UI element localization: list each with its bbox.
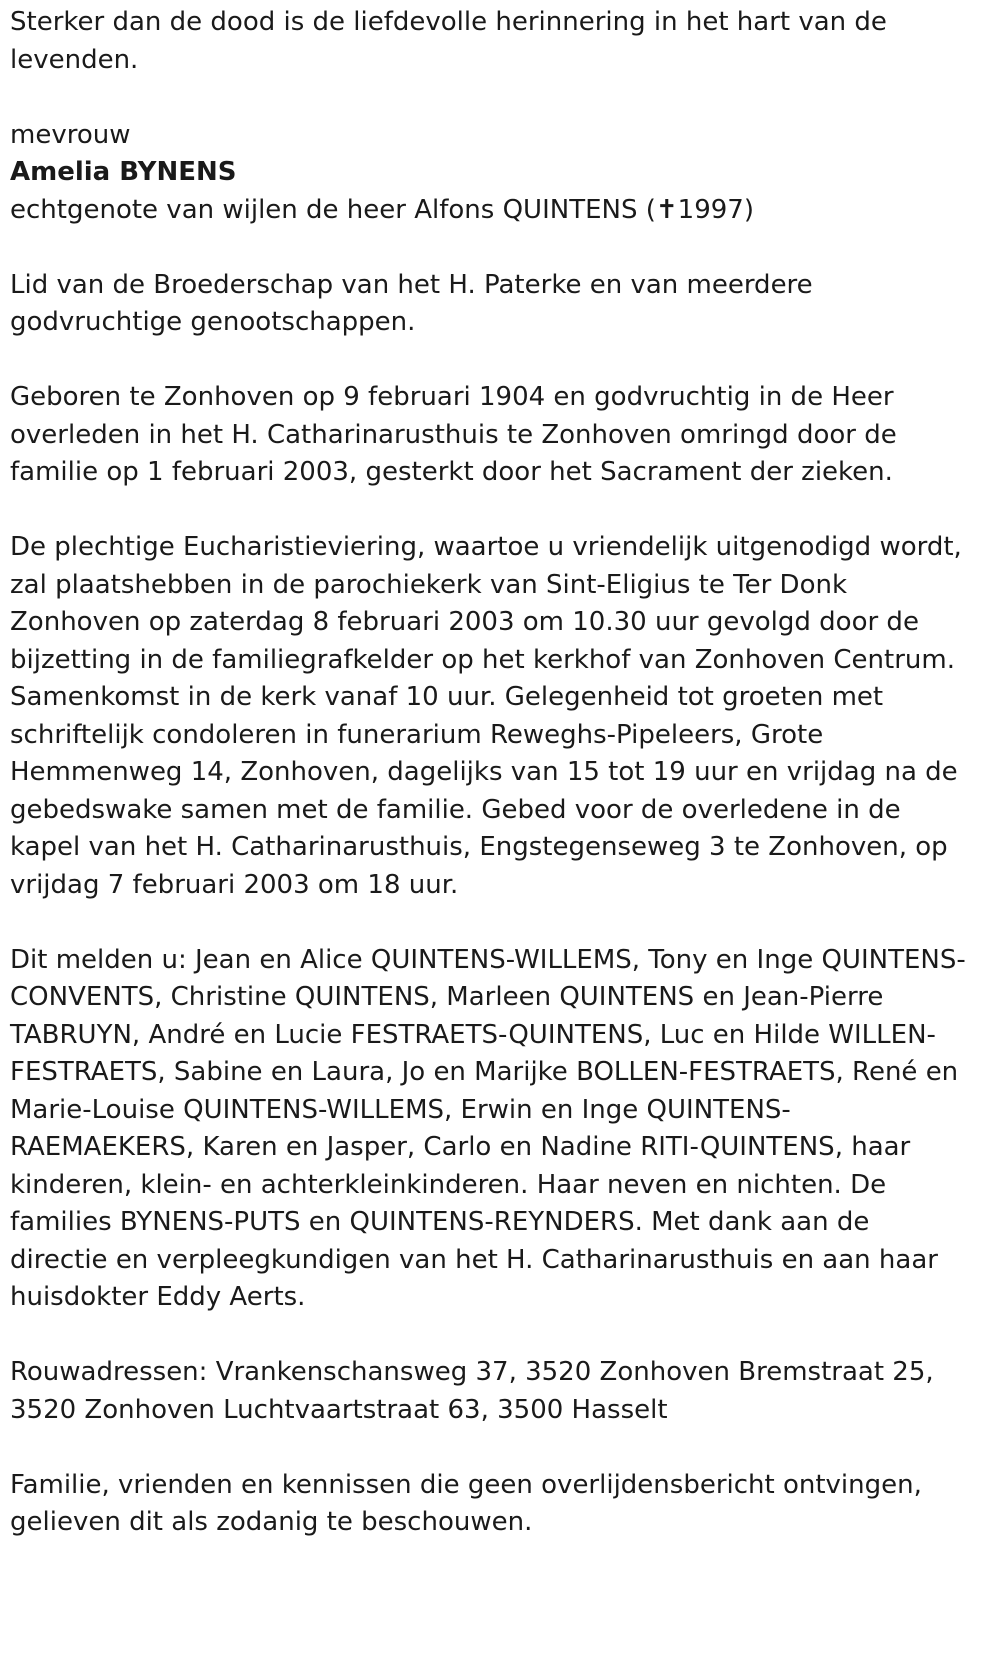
- birth-death-paragraph: Geboren te Zonhoven op 9 februari 1904 en godvruchtig in de Heer overleden in het H. Catharinarusthuis te Zonhoven omringd door de familie op 1 februari 2003, gesterkt door het Sacrament der zieken.: [10, 382, 897, 487]
- ceremony-paragraph: De plechtige Eucharistieviering, waartoe u vriendelijk uitgenodigd wordt, zal plaatshebben in de parochiekerk van Sint-Eligius te Ter Donk Zonhoven op zaterdag 8 februari 2003 om 10.30 uur gevolgd door de bijzetting in de familiegrafkelder op het kerkhof van Zonhoven Centrum. Samenkomst in de kerk vanaf 10 uur. Gelegenheid tot groeten met schriftelijk condoleren in funerarium Reweghs-Pipeleers, Grote Hemmenweg 14, Zonhoven, dagelijks van 15 tot 19 uur en vrijdag na de gebedswake samen met de familie. Gebed voor de overledene in de kapel van het H. Catharinarusthuis, Engstegenseweg 3 te Zonhoven, op vrijdag 7 februari 2003 om 18 uur.: [10, 532, 962, 900]
- deceased-name: Amelia BYNENS: [10, 157, 237, 187]
- closing-note: Familie, vrienden en kennissen die geen overlijdensbericht ontvingen, gelieven dit als zodanig te beschouwen.: [10, 1469, 922, 1537]
- spouse-line: echtgenote van wijlen de heer Alfons QUINTENS (✝1997): [10, 194, 754, 225]
- opening-quote: Sterker dan de dood is de liefdevolle herinnering in het hart van de levenden.: [10, 7, 887, 75]
- salutation: mevrouw: [10, 119, 131, 150]
- mourning-addresses: Rouwadressen: Vrankenschansweg 37, 3520 Zonhoven Bremstraat 25, 3520 Zonhoven Luchtvaartstraat 63, 3500 Hasselt: [10, 1357, 934, 1425]
- membership-paragraph: Lid van de Broederschap van het H. Paterke en van meerdere godvruchtige genootschappen.: [10, 269, 813, 337]
- announcement-paragraph: Dit melden u: Jean en Alice QUINTENS-WILLEMS, Tony en Inge QUINTENS- CONVENTS, Christine QUINTENS, Marleen QUINTENS en Jean-Pierre TABRUYN, André en Lucie FESTRAETS-QUINTENS, Luc en Hilde WILLEN- FESTRAETS, Sabine en Laura, Jo en Marijke BOLLEN-FESTRAETS, René en Marie-Louise QUINTENS-WILLEMS, Erwin en Inge QUINTENS- RAEMAEKERS, Karen en Jasper, Carlo en Nadine RITI-QUINTENS, haar kinderen, klein- en achterkleinkinderen. Haar neven en nichten. De families BYNENS-PUTS en QUINTENS-REYNDERS. Met dank aan de directie en verpleegkundigen van het H. Catharinarusthuis en aan haar huisdokter Eddy Aerts.: [10, 944, 966, 1312]
- obituary-notice: [10, 4, 995, 1542]
